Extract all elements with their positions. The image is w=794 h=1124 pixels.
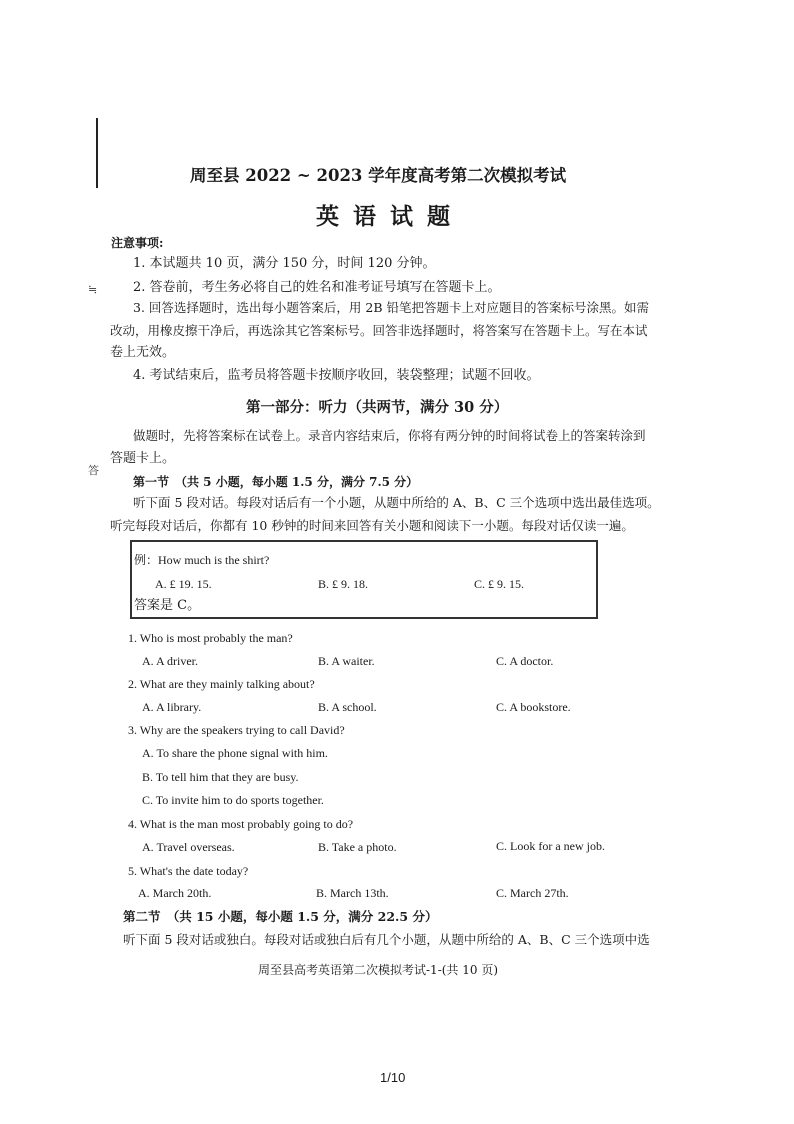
question-option: A. March 20th.	[138, 886, 212, 900]
section2-directions: 听下面 5 段对话或独白。每段对话或独白后有几个小题，从题中所给的 A、B、C 三个选项中选	[123, 932, 650, 947]
notice-item: 3. 回答选择题时，选出每小题答案后，用 2B 铅笔把答题卡上对应题目的答案标号涂黑。如需	[133, 300, 649, 315]
question-option: B. Take a photo.	[318, 840, 397, 854]
section1-directions: 听完每段对话后，你都有 10 秒钟的时间来回答有关小题和阅读下一小题。每段对话仅读一遍。	[110, 518, 634, 533]
example-option: A. £ 19. 15.	[155, 577, 212, 591]
page-footer-label: 周至县高考英语第二次模拟考试-1-(共 10 页)	[258, 963, 499, 977]
subject-title: 英 语 试 题	[316, 203, 454, 230]
question-option: A. To share the phone signal with him.	[142, 746, 328, 760]
question-stem: 5. What's the date today?	[128, 864, 249, 878]
example-question: 例：How much is the shirt?	[134, 553, 270, 567]
example-option: C. £ 9. 15.	[474, 577, 525, 591]
notice-item: 改动，用橡皮擦干净后，再选涂其它答案标号。回答非选择题时，将答案写在答题卡上。写在本试	[110, 323, 648, 338]
notice-item: 1. 本试题共 10 页，满分 150 分，时间 120 分钟。	[133, 256, 436, 271]
margin-mark: 答	[88, 464, 99, 477]
example-answer: 答案是 C。	[134, 598, 201, 613]
example-option: B. £ 9. 18.	[318, 577, 369, 591]
question-option: C. A doctor.	[496, 654, 554, 668]
margin-mark: ≒	[88, 283, 98, 296]
question-option: A. A driver.	[142, 654, 198, 668]
notice-item: 卷上无效。	[110, 345, 176, 360]
question-option: B. March 13th.	[316, 886, 389, 900]
notice-item: 2. 答卷前，考生务必将自己的姓名和准考证号填写在答题卡上。	[133, 280, 501, 295]
part1-instruction: 做题时，先将答案标在试卷上。录音内容结束后，你将有两分钟的时间将试卷上的答案转涂到	[133, 428, 646, 443]
question-option: B. To tell him that they are busy.	[142, 770, 299, 784]
exam-title: 周至县 2022 ~ 2023 学年度高考第二次模拟考试	[190, 166, 567, 185]
question-option: C. Look for a new job.	[496, 839, 605, 853]
question-option: A. Travel overseas.	[142, 840, 235, 854]
section2-heading: 第二节 （共 15 小题，每小题 1.5 分，满分 22.5 分）	[123, 909, 438, 924]
pager: 1/10	[380, 1070, 406, 1085]
question-option: C. To invite him to do sports together.	[142, 793, 324, 807]
question-option: C. A bookstore.	[496, 700, 571, 714]
part1-title: 第一部分：听力（共两节，满分 30 分）	[246, 399, 509, 416]
question-option: B. A school.	[318, 700, 377, 714]
question-option: B. A waiter.	[318, 654, 375, 668]
question-stem: 3. Why are the speakers trying to call David?	[128, 723, 345, 737]
binding-line	[96, 118, 98, 188]
part1-instruction: 答题卡上。	[110, 451, 176, 466]
question-stem: 2. What are they mainly talking about?	[128, 677, 315, 691]
section1-heading: 第一节 （共 5 小题，每小题 1.5 分，满分 7.5 分）	[133, 475, 419, 489]
notice-heading: 注意事项:	[111, 236, 164, 250]
question-option: C. March 27th.	[496, 886, 569, 900]
question-stem: 4. What is the man most probably going to do?	[128, 817, 354, 831]
section1-directions: 听下面 5 段对话。每段对话后有一个小题，从题中所给的 A、B、C 三个选项中选出最佳选项。	[133, 495, 660, 510]
notice-item: 4. 考试结束后，监考员将答题卡按顺序收回，装袋整理；试题不回收。	[133, 368, 540, 383]
question-option: A. A library.	[142, 700, 202, 714]
question-stem: 1. Who is most probably the man?	[128, 631, 293, 645]
